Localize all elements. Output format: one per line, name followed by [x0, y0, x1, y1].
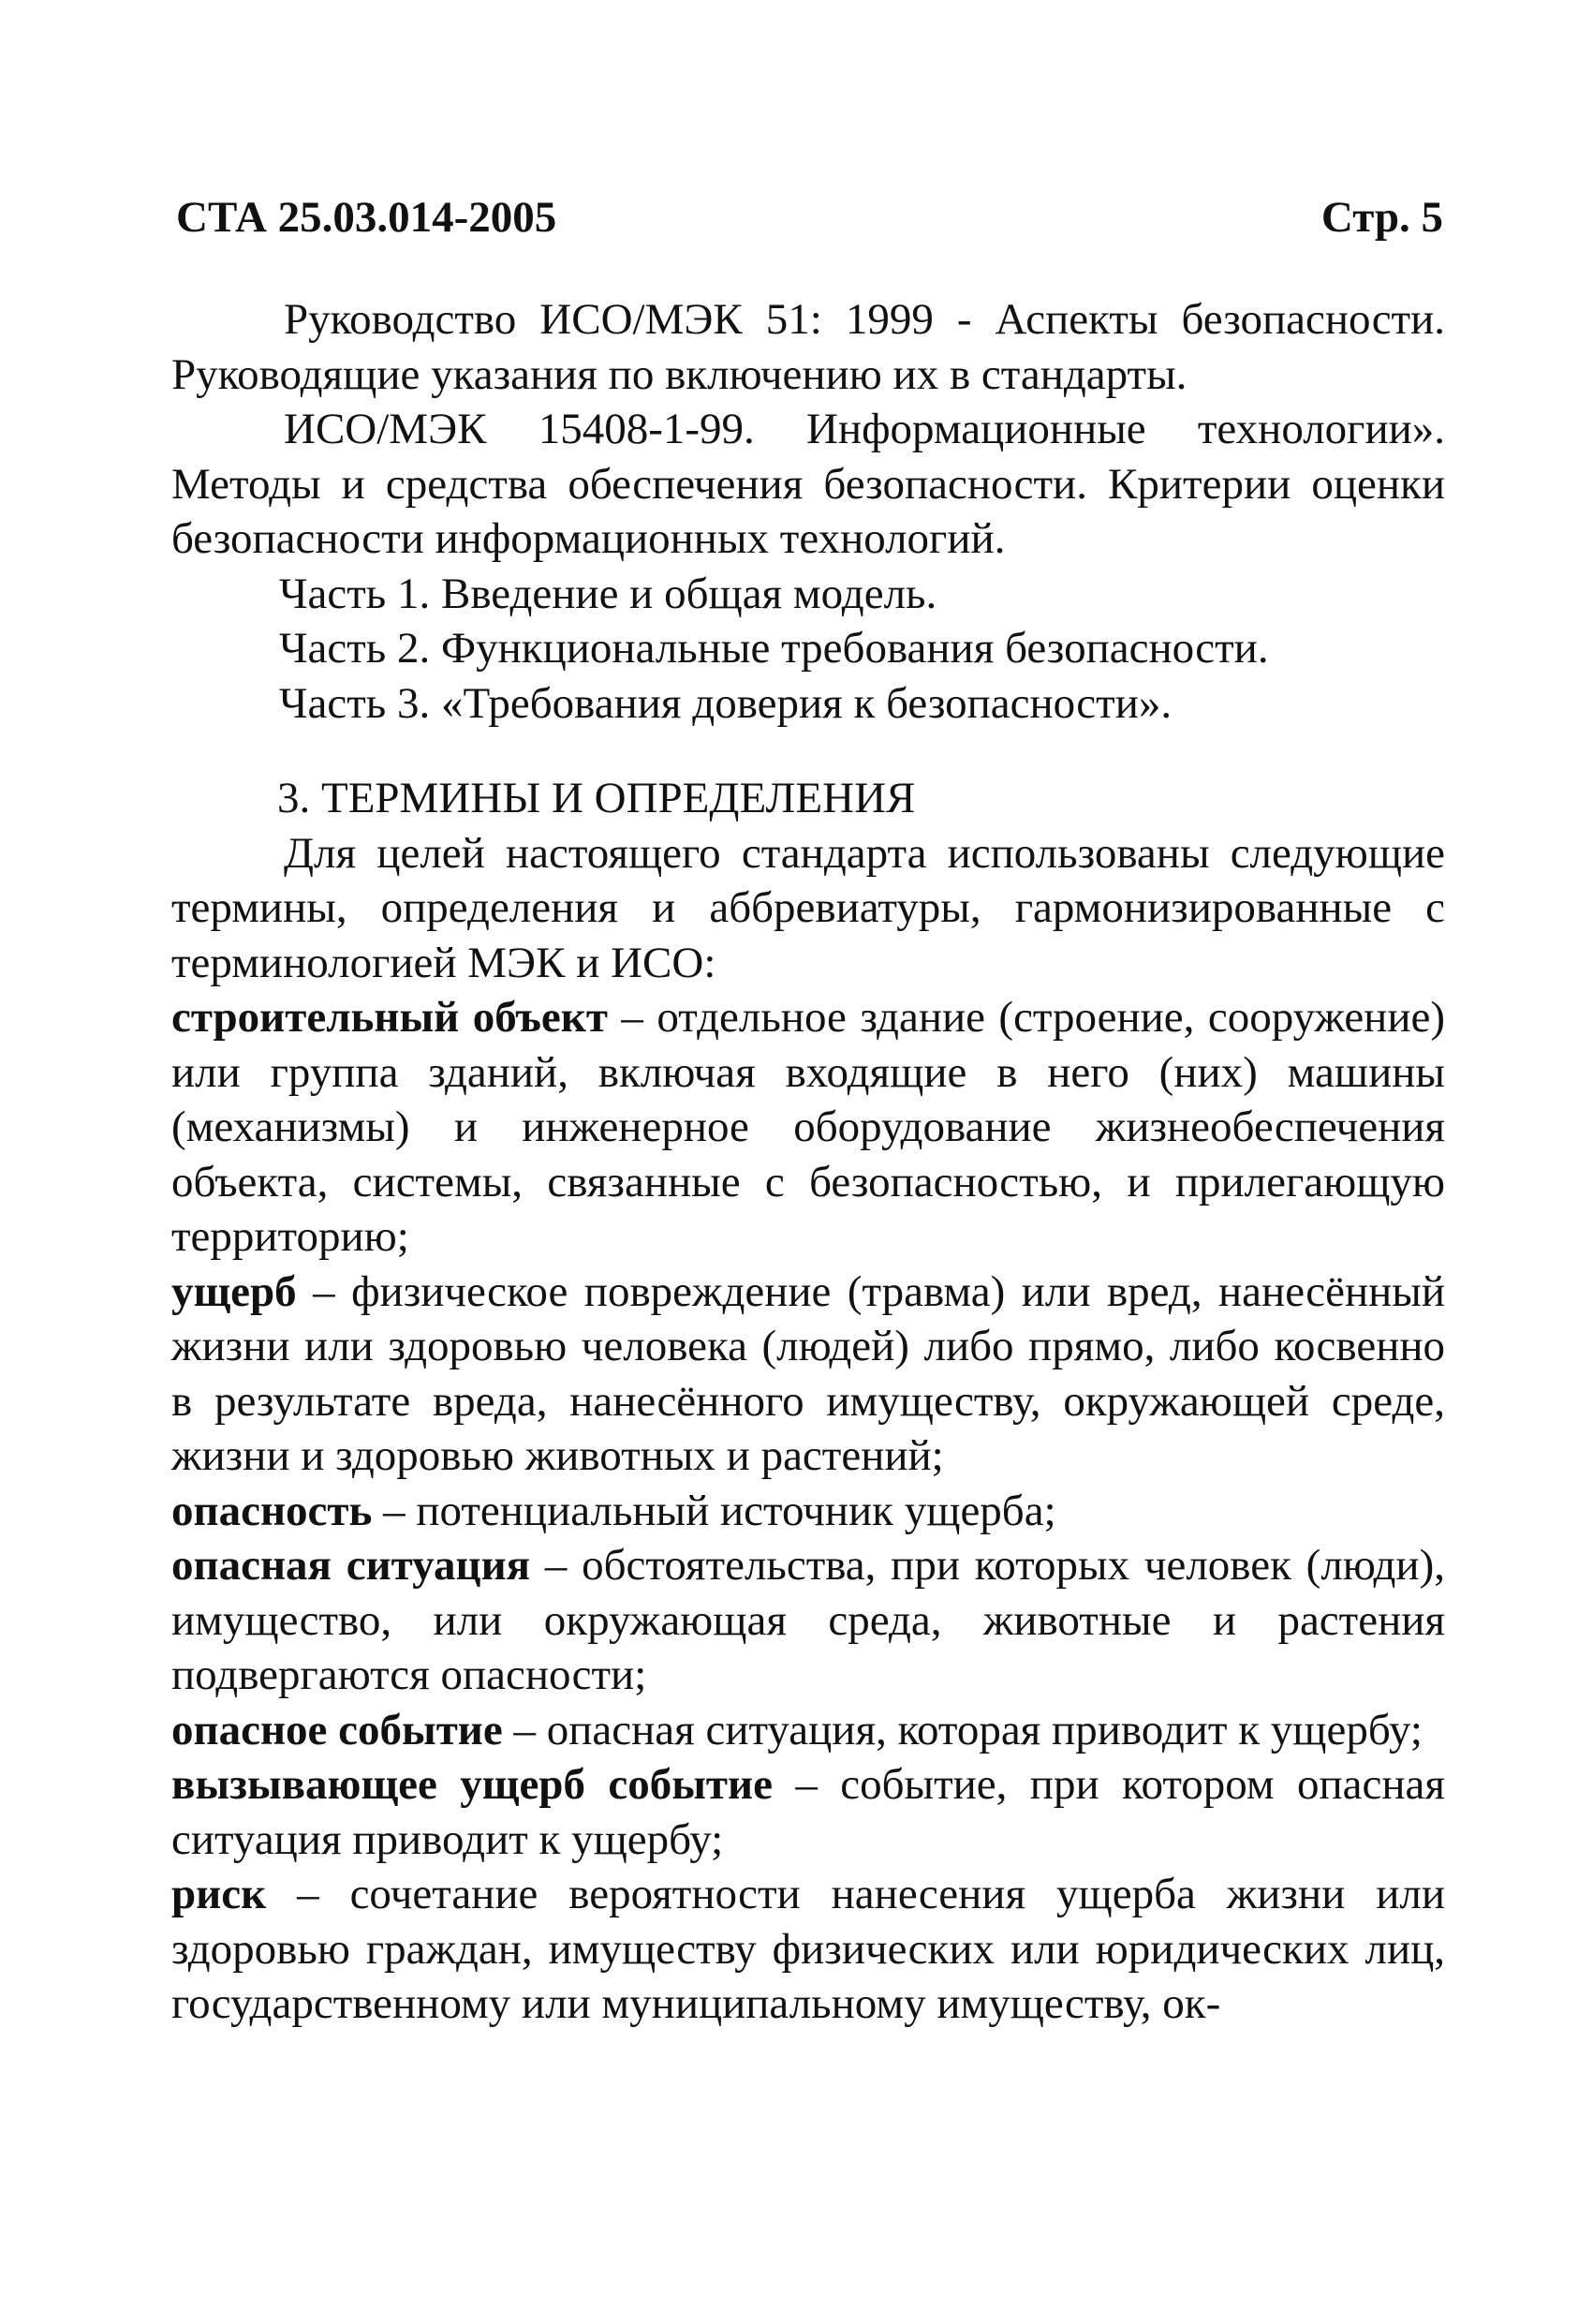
definition-text: – событие, при котором опасная ситуация приводит к ущербу; [171, 1760, 1446, 1864]
definition-text: – обстоятельства, при которых человек (люди), имущество, или окружающая среда, животные и растения подвергаются опасности; [171, 1541, 1445, 1699]
definition-term: вызывающее ущерб событие [171, 1760, 773, 1809]
page-header [176, 192, 1443, 243]
definition-text: – сочетание вероятности нанесения ущерба жизни или здоровью граждан, имуществу физических или юридических лиц, государственному или муниципальному имуществу, ок- [171, 1870, 1445, 2028]
definition-item [171, 1484, 1445, 1539]
section-heading: 3. ТЕРМИНЫ И ОПРЕДЕЛЕНИЯ [277, 774, 916, 822]
definition-term: опасное событие [171, 1705, 503, 1754]
part-item: Часть 2. Функциональные требования безопасности. [279, 624, 1269, 673]
definition-text: – опасная ситуация, которая приводит к ущербу; [502, 1705, 1423, 1754]
definition-term: риск [171, 1870, 267, 1918]
definition-item [171, 1265, 1445, 1484]
reference-item: Руководство ИСО/МЭК 51: 1999 - Аспекты безопасности. Руководящие указания по включению их в стандарты. [171, 295, 1445, 399]
document-id: СТА 25.03.014-2005 [176, 193, 557, 242]
terms-section [171, 771, 1445, 2032]
part-item: Часть 1. Введение и общая модель. [279, 569, 937, 618]
definition-item [171, 1867, 1445, 2032]
definition-text: – потенциальный источник ущерба; [372, 1486, 1056, 1535]
reference-item: ИСО/МЭК 15408-1-99. Информационные технологии». Методы и средства обеспечения безопасности. Критерии оценки безопасности информационных технологий. [171, 405, 1445, 563]
definition-term: ущерб [171, 1266, 297, 1316]
definition-term: опасность [171, 1486, 373, 1535]
part-item: Часть 3. «Требования доверия к безопасности». [279, 678, 1173, 728]
definition-item [171, 1703, 1445, 1758]
page-number: Стр. 5 [1320, 193, 1443, 242]
definition-text: – физическое повреждение (травма) или вред, нанесённый жизни или здоровью человека (людей) либо прямо, либо косвенно в результате вреда, нанесённого имуществу, окружающей среде, жизни и здоровью животных и растений; [171, 1266, 1445, 1480]
definition-item [171, 990, 1445, 1265]
section-intro: Для целей настоящего стандарта использованы следующие термины, определения и аббревиатуры, гармонизированные с терминологией МЭК и ИСО: [171, 828, 1445, 987]
definition-item [171, 1538, 1445, 1703]
definition-item [171, 1757, 1445, 1867]
definition-text: – отдельное здание (строение, сооружение) или группа зданий, включая входящие в него (них) машины (механизмы) и инженерное оборудование жизнеобеспечения объекта, системы, связанные с безопасностью, и прилегающую территорию; [171, 993, 1445, 1261]
references-block [171, 292, 1445, 731]
definition-term: опасная ситуация [171, 1541, 531, 1590]
definition-term: строительный объект [171, 993, 608, 1042]
